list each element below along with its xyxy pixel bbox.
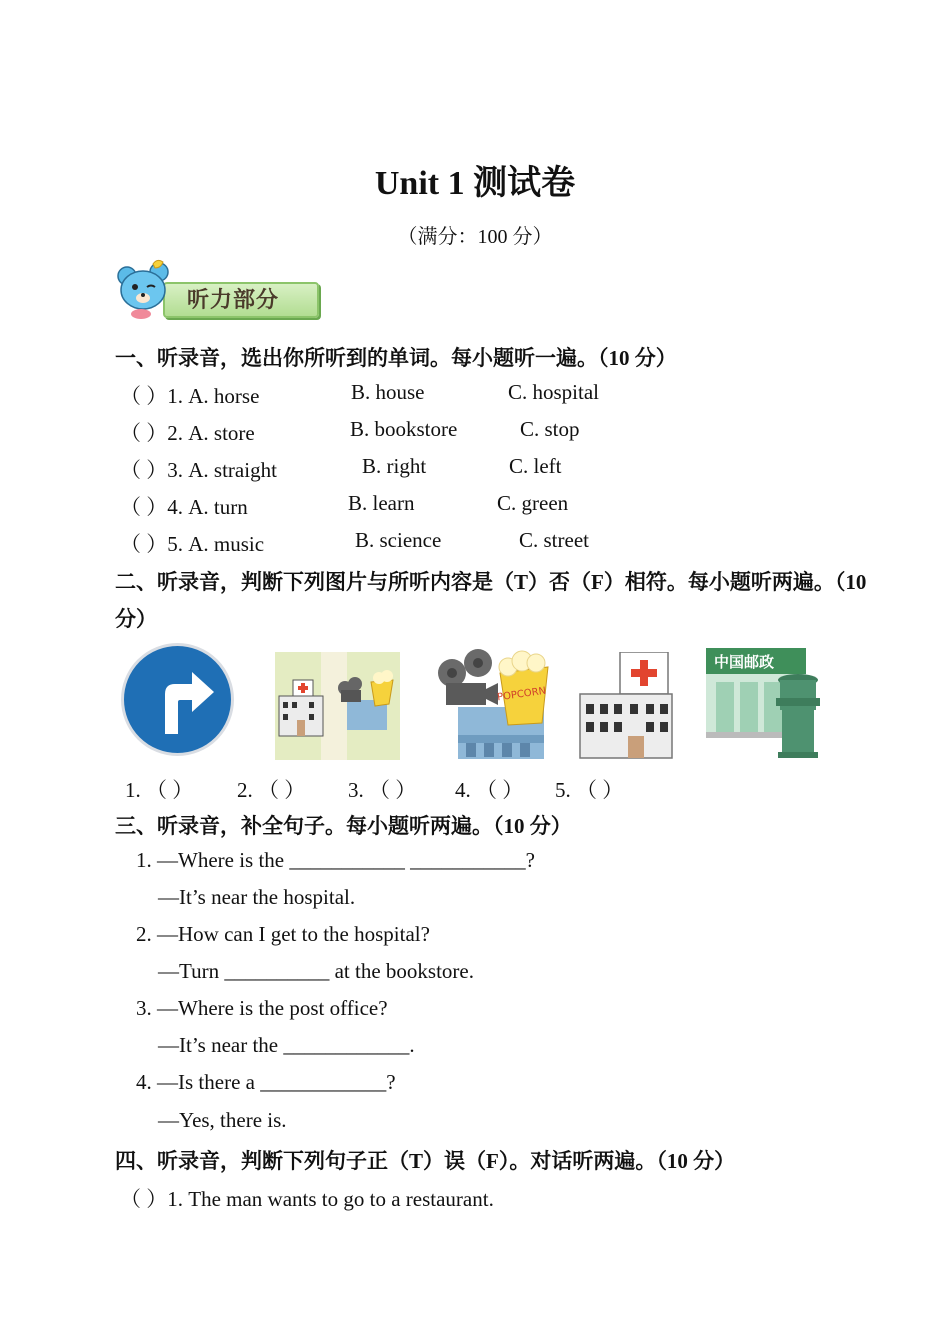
picture-answer-3: 3. （ ） xyxy=(348,778,417,802)
s1-item4-option-b: B. learn xyxy=(348,491,415,515)
s1-item4-option-c: C. green xyxy=(497,491,569,515)
s1-item3-lead: （ ）3. A. straight xyxy=(120,458,277,482)
s3-q3: 3. —Where is the post office? xyxy=(136,996,388,1020)
s3-a2: —Turn __________ at the bookstore. xyxy=(158,959,474,983)
picture-answer-4: 4. （ ） xyxy=(455,778,524,802)
post-office-picture xyxy=(706,648,820,760)
s1-item1-option-b: B. house xyxy=(351,380,425,404)
full-score-note: （满分：100 分） xyxy=(397,226,553,248)
popcorn-label: POPCORN xyxy=(496,685,547,704)
s3-q1: 1. —Where is the ___________ ___________? xyxy=(136,848,535,872)
s1-item2-option-b: B. bookstore xyxy=(350,417,458,441)
banner-label: 听力部分 xyxy=(187,288,280,313)
post-office-sign-text: 中国邮政 xyxy=(714,653,775,671)
hospital-and-cinema-picture xyxy=(275,652,400,760)
picture-answer-2: 2. （ ） xyxy=(237,778,306,802)
s3-q2: 2. —How can I get to the hospital? xyxy=(136,922,430,946)
s3-a3: —It’s near the ____________. xyxy=(158,1033,415,1057)
s1-item2-option-c: C. stop xyxy=(520,417,580,441)
picture-answer-5: 5. （ ） xyxy=(555,778,624,802)
picture-answer-1: 1. （ ） xyxy=(125,778,194,802)
turn-right-sign-icon xyxy=(120,642,235,757)
s3-a1: —It’s near the hospital. xyxy=(158,885,356,909)
section1-heading: 一、听录音，选出你所听到的单词。每小题听一遍。（10 分） xyxy=(115,346,677,370)
s1-item1-lead: （ ）1. A. horse xyxy=(120,384,260,408)
s3-a4: —Yes, there is. xyxy=(158,1108,287,1132)
section4-heading: 四、听录音，判断下列句子正（T）误（F）。对话听两遍。（10 分） xyxy=(115,1149,736,1173)
section2-heading-cont: 分） xyxy=(115,607,157,631)
hospital-picture xyxy=(578,652,674,760)
s1-item2-lead: （ ）2. A. store xyxy=(120,421,255,445)
s1-item1-option-c: C. hospital xyxy=(508,380,600,404)
s1-item5-option-c: C. street xyxy=(519,528,589,552)
page-title: Unit 1 测试卷 xyxy=(374,165,576,202)
cinema-picture xyxy=(438,645,550,760)
s1-item3-option-c: C. left xyxy=(509,454,562,478)
s4-item1: （ ）1. The man wants to go to a restaurant. xyxy=(120,1187,494,1211)
bear-mascot-icon xyxy=(115,258,175,320)
s3-q4: 4. —Is there a ____________? xyxy=(136,1070,396,1094)
section3-heading: 三、听录音，补全句子。每小题听两遍。（10 分） xyxy=(115,814,572,838)
s1-item5-option-b: B. science xyxy=(355,528,442,552)
listening-part-banner xyxy=(115,258,320,320)
section2-heading: 二、听录音，判断下列图片与所听内容是（T）否（F）相符。每小题听两遍。（10 xyxy=(115,570,867,594)
s1-item3-option-b: B. right xyxy=(362,454,427,478)
s1-item5-lead: （ ）5. A. music xyxy=(120,532,265,556)
s1-item4-lead: （ ）4. A. turn xyxy=(120,495,248,519)
